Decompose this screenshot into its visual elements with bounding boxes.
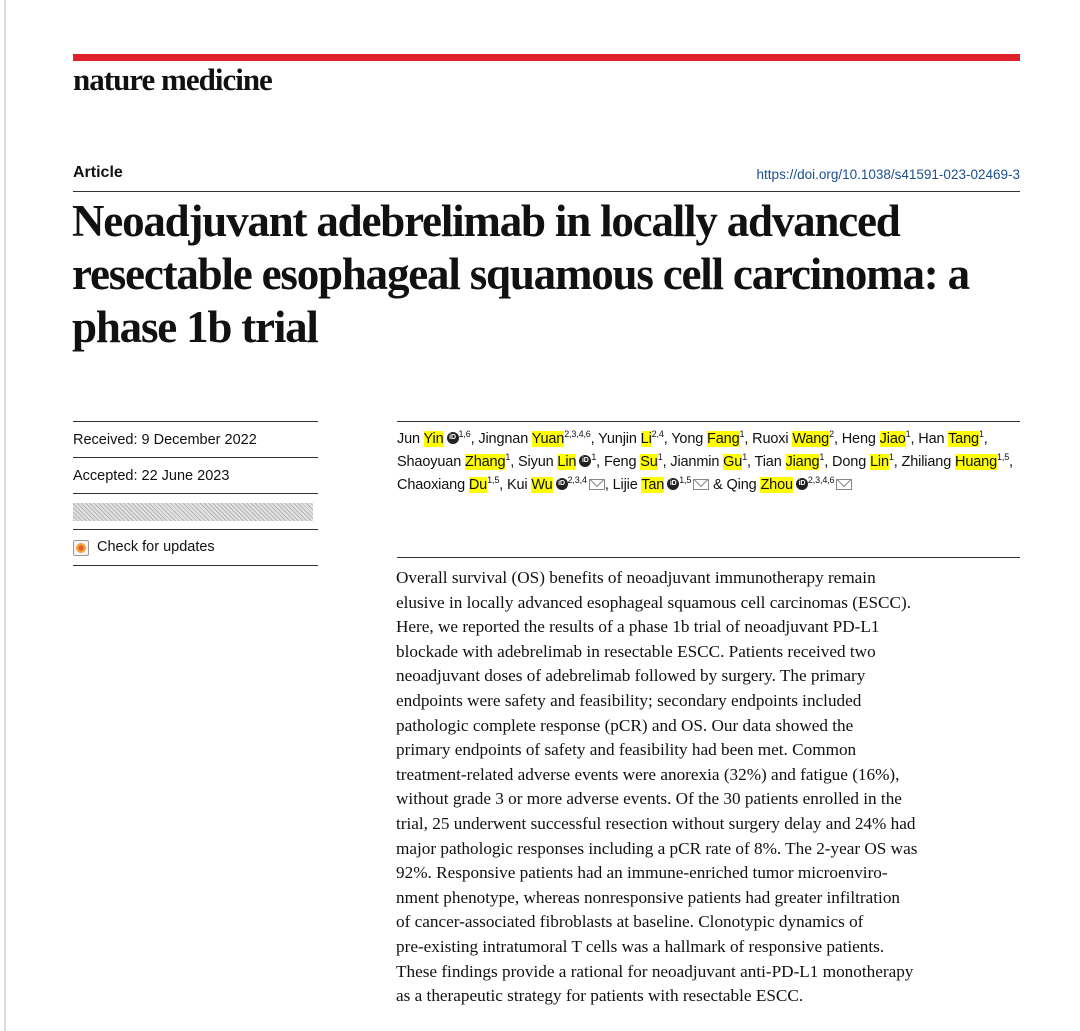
affiliation-number: 1 — [739, 429, 745, 440]
mail-icon[interactable] — [693, 479, 709, 490]
doi-link[interactable]: https://doi.org/10.1038/s41591-023-02469-3 — [756, 167, 1020, 182]
affiliation-number: 1 — [978, 429, 984, 440]
author-list: Jun Yin iD $^{1,6}$, Jingnan Yuan$^{2,3,4,6}$, Yunjin Li$^{2,4}$, Yong Fang$^1$, Ruoxi Wang$^2$, Heng Jiao$^1$, Han Tang$^1$, Shaoyuan Zhang$^1$, Siyun Lin iD $^1$, Feng Su$^1$, Jianmin Gu$^1$, Tian Jiang$^1$, Dong Lin$^1$, Zhiliang Huang$^{1,5}$, Chaoxiang Du$^{1,5}$, Kui Wu iD $^{2,3,4}$ , Lijie Tan iD $^{1,5}$ & Qing Zhou iD $^{2,3,4,6}$ — [397, 429, 1013, 493]
affiliation-number: 1 — [905, 429, 911, 440]
author-name: Dong Lin$^1$ — [832, 452, 894, 470]
orcid-icon[interactable]: iD — [447, 432, 459, 444]
author-name: Kui Wu iD $^{2,3,4}$ — [507, 477, 605, 493]
author-surname: Su — [640, 454, 658, 470]
author-surname: Tang — [948, 431, 979, 447]
author-surname: Li — [640, 431, 652, 447]
accepted-date: Accepted: 22 June 2023 — [73, 457, 318, 493]
author-surname: Du — [468, 477, 488, 493]
article-metadata — [73, 421, 318, 566]
affiliation-number: 2 — [829, 429, 834, 440]
affiliation-number: 2,3,4 — [567, 475, 587, 486]
affiliation-number: 1 — [505, 452, 511, 463]
affiliation-number: 1,5 — [679, 475, 692, 486]
author-surname: Gu — [723, 454, 743, 470]
author-name: Jianmin Gu$^1$ — [670, 452, 748, 470]
abstract: Overall survival (OS) benefits of neoadjuvant immunotherapy remain elusive in locally advanced esophageal squamous cell carcinomas (ESCC). Here, we reported the results of a phase 1b trial of neoadjuvant PD-L1 blockade with adebrelimab in resectable ESCC. Patients received two neoadjuvant doses of adebrelimab followed by surgery. The primary endpoints were safety and feasibility; secondary endpoints included pathologic complete response (pCR) and OS. Our data showed the primary endpoints of safety and feasibility had been met. Common treatment-related adverse events were anorexia (32%) and fatigue (16%), without grade 3 or more adverse events. Of the 30 patients enrolled in the trial, 25 underwent successful resection without surgery delay and 24% had major pathologic responses including a pCR rate of 8%. The 2-year OS was 92%. Responsive patients had an immune-enriched tumor microenviro- nment phenotype, whereas nonresponsive patients had greater infiltration of cancer-associated fibroblasts at baseline. Clonotypic dynamics of pre-existing intratumoral T cells was a hallmark of responsive patients. These findings provide a rational for neoadjuvant anti-PD-L1 monotherapy as a therapeutic strategy for patients with resectable ESCC. — [396, 568, 918, 1006]
author-name: Ruoxi Wang$^2$ — [752, 429, 834, 447]
mail-icon[interactable] — [836, 479, 852, 490]
author-name: Lijie Tan iD $^{1,5}$ — [613, 477, 710, 493]
journal-name: nature medicine — [73, 62, 272, 97]
check-updates-icon — [73, 540, 89, 556]
author-name: Tian Jiang$^1$ — [754, 452, 825, 470]
article-type: Article — [73, 164, 123, 181]
page-edge — [4, 0, 6, 1031]
authors-rule — [397, 421, 1020, 422]
author-surname: Zhang — [465, 454, 506, 470]
author-name: Siyun Lin iD $^1$ — [518, 452, 597, 470]
author-surname: Lin — [557, 454, 577, 470]
affiliation-number: 1 — [888, 452, 894, 463]
author-name: Jun Yin iD $^{1,6}$ — [397, 429, 471, 447]
author-surname: Zhou — [760, 477, 793, 493]
received-date: Received: 9 December 2022 — [73, 421, 318, 457]
affiliation-number: 2,3,4,6 — [564, 429, 591, 440]
author-surname: Lin — [870, 454, 889, 470]
redaction-bar — [73, 503, 313, 521]
affiliation-number: 1,5 — [487, 475, 500, 486]
author-surname: Jiang — [785, 454, 820, 470]
redacted-row — [73, 493, 318, 529]
author-surname: Wu — [531, 477, 553, 493]
author-name: Han Tang$^1$ — [918, 429, 984, 447]
author-surname: Wang — [792, 431, 830, 447]
affiliation-number: 1 — [657, 452, 663, 463]
check-updates-button[interactable] — [73, 529, 318, 566]
orcid-icon[interactable]: iD — [579, 455, 591, 467]
mail-icon[interactable] — [589, 479, 605, 490]
affiliation-number: 2,3,4,6 — [807, 475, 835, 486]
author-name: Jingnan Yuan$^{2,3,4,6}$ — [478, 429, 591, 447]
journal-accent-rule — [73, 54, 1020, 61]
affiliation-number: 1 — [591, 452, 597, 463]
author-name: & Qing Zhou iD $^{2,3,4,6}$ — [713, 477, 852, 493]
author-name: Shaoyuan Zhang$^1$ — [397, 452, 511, 470]
title-rule — [73, 191, 1020, 192]
author-name: Yong Fang$^1$ — [671, 429, 745, 447]
orcid-icon[interactable]: iD — [796, 478, 808, 490]
affiliation-number: 2,4 — [651, 429, 664, 440]
author-surname: Yin — [423, 431, 444, 447]
orcid-icon[interactable]: iD — [667, 478, 679, 490]
author-name: Zhiliang Huang$^{1,5}$ — [901, 452, 1010, 470]
author-name: Yunjin Li$^{2,4}$ — [598, 429, 664, 447]
affiliation-number: 1,6 — [458, 429, 471, 440]
abstract-rule — [397, 557, 1020, 558]
author-surname: Jiao — [879, 431, 906, 447]
author-surname: Tan — [641, 477, 665, 493]
author-surname: Yuan — [531, 431, 565, 447]
author-name: Chaoxiang Du$^{1,5}$ — [397, 475, 500, 493]
author-name: Heng Jiao$^1$ — [841, 429, 911, 447]
check-updates-label: Check for updates — [97, 539, 215, 555]
author-surname: Huang — [955, 454, 997, 470]
orcid-icon[interactable]: iD — [556, 478, 568, 490]
affiliation-number: 1 — [742, 452, 748, 463]
author-surname: Fang — [707, 431, 740, 447]
affiliation-number: 1,5 — [996, 452, 1010, 463]
article-title: Neoadjuvant adebrelimab in locally advanced resectable esophageal squamous cell carcinoma: a phase 1b trial — [72, 196, 969, 352]
affiliation-number: 1 — [819, 452, 825, 463]
author-name: Feng Su$^1$ — [603, 452, 663, 470]
